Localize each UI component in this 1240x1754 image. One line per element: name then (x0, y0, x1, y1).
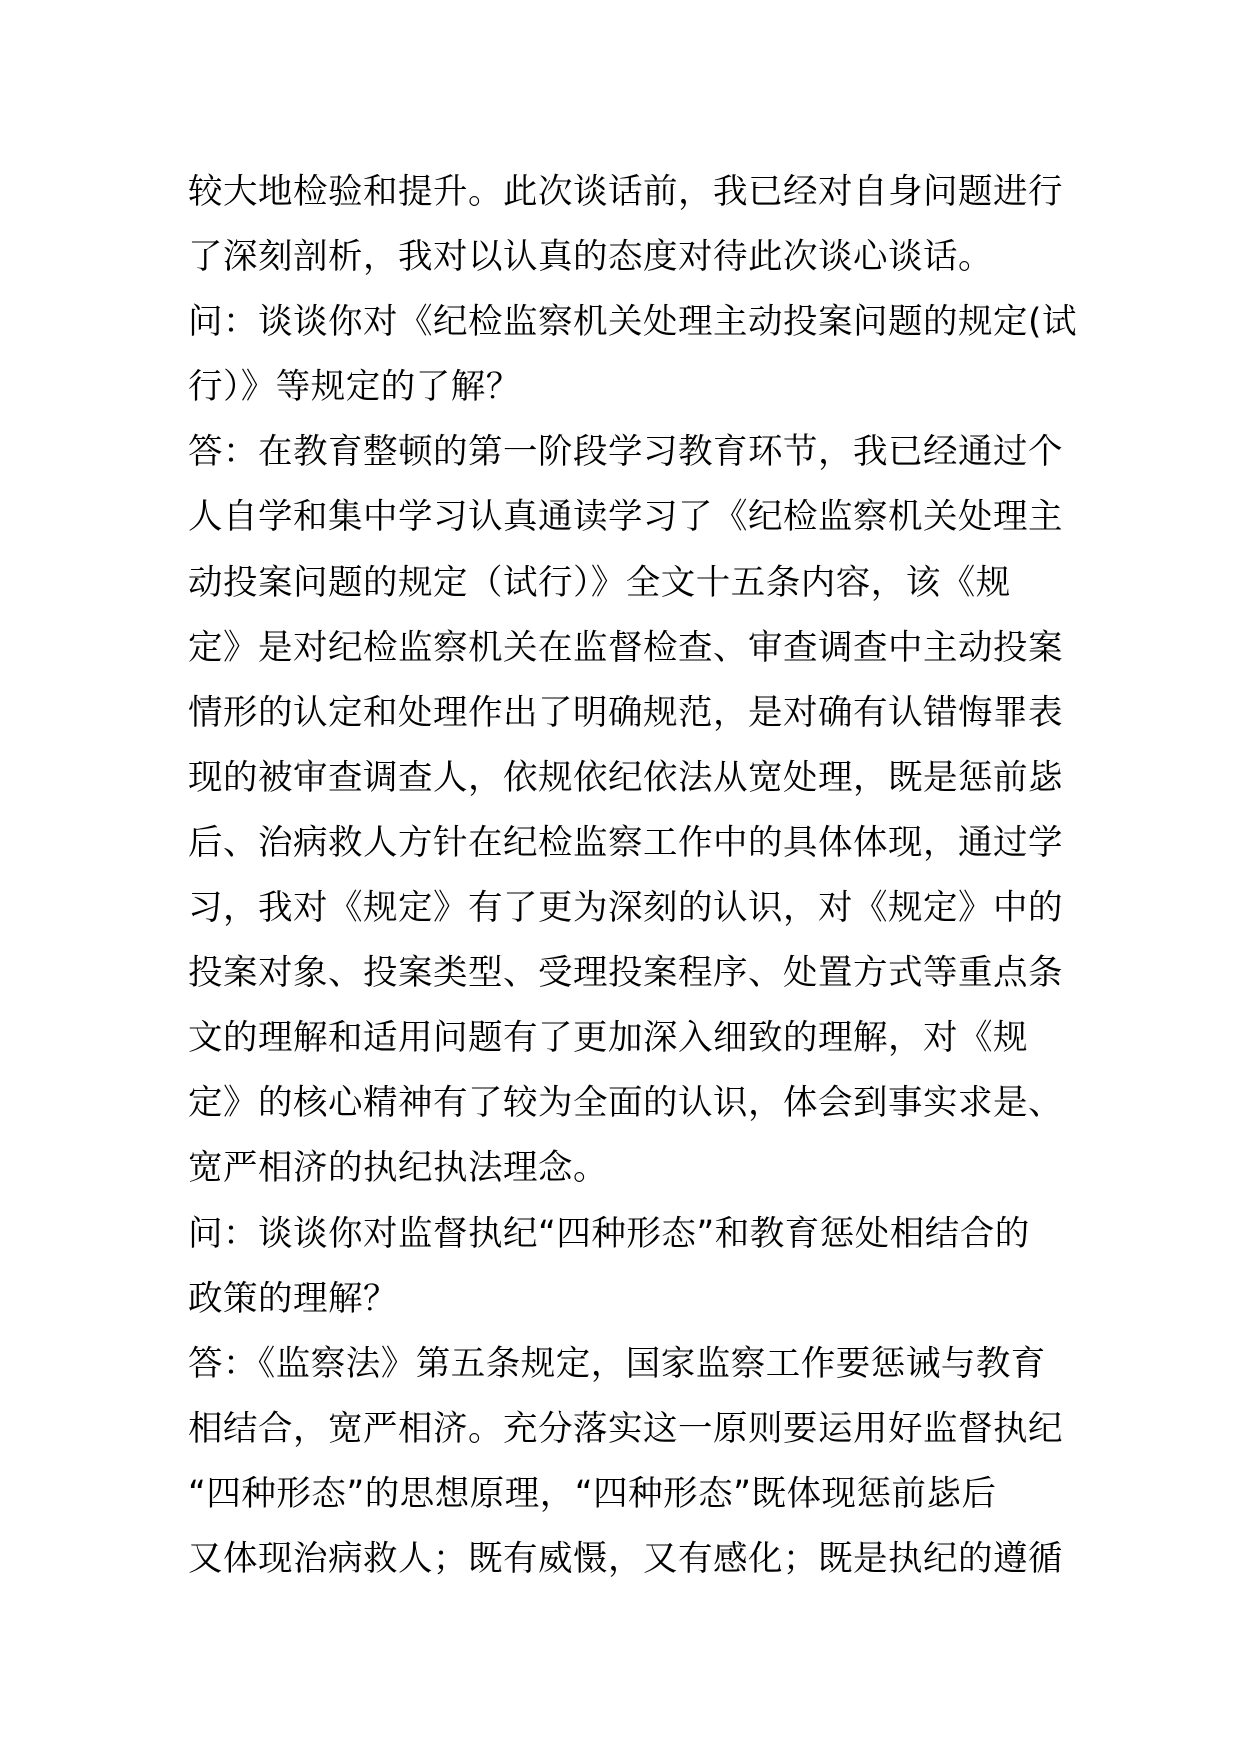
document-page (188, 160, 1077, 1592)
text-line: 定》的核心精神有了较为全面的认识，体会到事实求是、 (188, 1083, 1063, 1124)
text-line: 行）》等规定的了解？ (188, 367, 521, 408)
text-line: 习，我对《规定》有了更为深刻的认识，对《规定》中的 (188, 888, 1063, 929)
text-line: 动投案问题的规定（试行）》全文十五条内容，该《规 (188, 562, 1011, 603)
text-line: 定》是对纪检监察机关在监督检查、审查调查中主动投案 (188, 627, 1063, 668)
text-line: 又体现治病救人；既有威慑，又有感化；既是执纪的遵循 (188, 1538, 1063, 1579)
answer-line: 答：《监察法》第五条规定，国家监察工作要惩诫与教育 (188, 1343, 1046, 1384)
text-line: 后、治病救人方针在纪检监察工作中的具体体现，通过学 (188, 822, 1063, 863)
text-line: 文的理解和适用问题有了更加深入细致的理解，对《规 (188, 1018, 1028, 1059)
question-line: 问：谈谈你对监督执纪“四种形态”和教育惩处相结合的 (188, 1213, 1030, 1254)
answer-line: 答：在教育整顿的第一阶段学习教育环节，我已经通过个 (188, 432, 1063, 473)
text-line: 了深刻剖析，我对以认真的态度对待此次谈心谈话。 (188, 237, 993, 278)
text-line: 相结合，宽严相济。充分落实这一原则要运用好监督执纪 (188, 1408, 1063, 1449)
text-line: “四种形态”的思想原理，“四种形态”既体现惩前毖后 (188, 1473, 997, 1514)
text-line: 宽严相济的执纪执法理念。 (188, 1148, 608, 1189)
question-line: 问：谈谈你对《纪检监察机关处理主动投案问题的规定(试 (188, 302, 1077, 343)
text-line: 现的被审查调查人，依规依纪依法从宽处理，既是惩前毖 (188, 757, 1063, 798)
text-line: 较大地检验和提升。此次谈话前，我已经对自身问题进行 (188, 172, 1063, 212)
text-line: 情形的认定和处理作出了明确规范，是对确有认错悔罪表 (188, 692, 1063, 733)
text-line: 人自学和集中学习认真通读学习了《纪检监察机关处理主 (188, 497, 1063, 538)
text-line: 政策的理解？ (188, 1278, 398, 1319)
text-line: 投案对象、投案类型、受理投案程序、处置方式等重点条 (188, 953, 1063, 994)
